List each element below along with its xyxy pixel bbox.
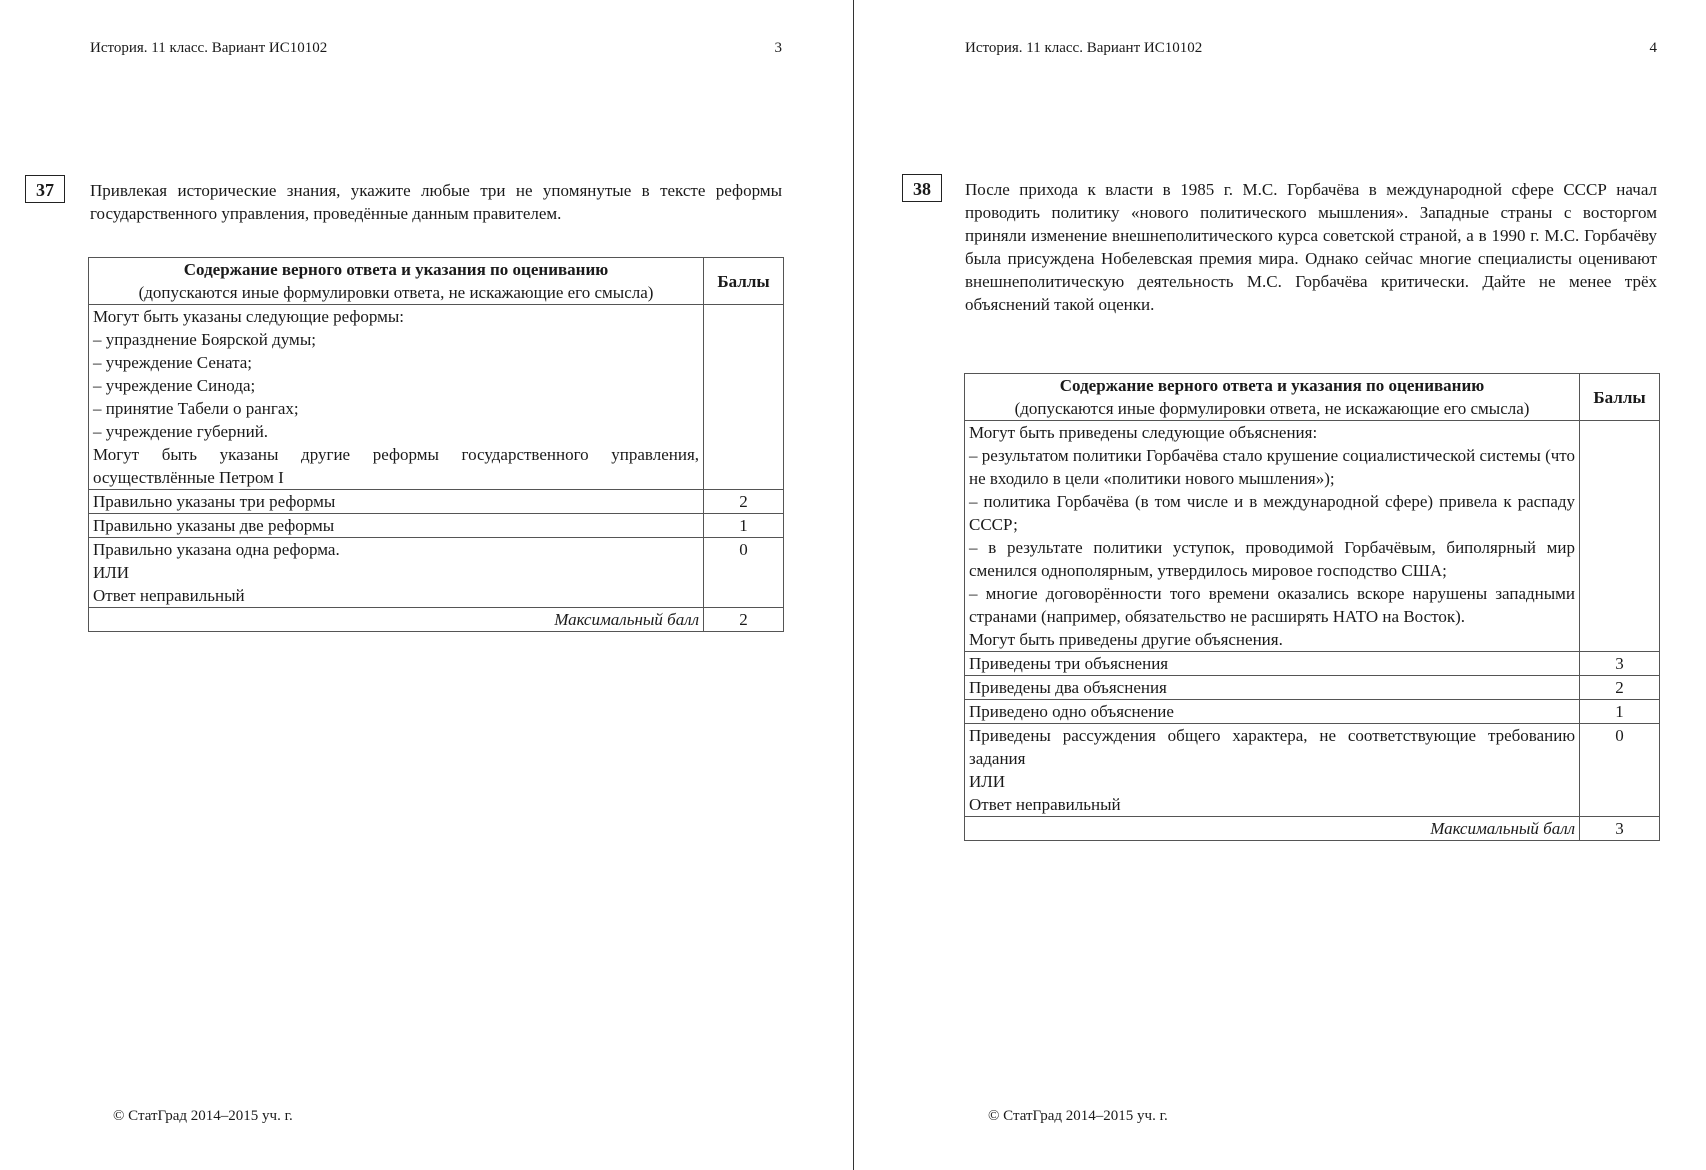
score-cell: 1	[1580, 700, 1660, 724]
question-text-38: После прихода к власти в 1985 г. М.С. Горбачёва в международной сфере СССР начал проводить политику «нового политического мышления». Западные страны с восторгом приняли изменение внешнеполитического курса советской страной, а в 1990 г. М.С. Горбачёву была присуждена Нобелевская премия мира. Однако сейчас многие специалисты оценивают внешнеполитическую деятельность М.С. Горбачёва критически. Дайте не менее трёх объяснений такой оценки.	[965, 180, 1657, 314]
question-number-37: 37	[25, 175, 65, 203]
header-title: История. 11 класс. Вариант ИС10102	[965, 40, 1203, 56]
score-cell: 2	[704, 490, 784, 514]
points-header: Баллы	[1580, 374, 1660, 421]
table-row	[965, 676, 1660, 700]
table-row	[965, 421, 1660, 652]
criterion-cell: Приведены три объяснения	[965, 652, 1580, 676]
content-header: Содержание верного ответа и указания по оцениванию (допускаются иные формулировки ответа, не искажающие его смысла)	[89, 258, 704, 305]
page-footer: © СтатГрад 2014–2015 уч. г.	[113, 1108, 293, 1124]
table-row	[89, 538, 784, 608]
criterion-cell: Правильно указаны три реформы	[89, 490, 704, 514]
answer-content-cell: Могут быть приведены следующие объяснения: – результатом политики Горбачёва стало крушение социалистической системы (что не входило в цели «политики нового мышления»); – политика Горбачёва (в том числе и в международной сфере) привела к распаду СССР; – в результате политики уступок, проводимой Горбачёвым, биполярный мир сменился однополярным, утвердилось мировое господство США; – многие договорённости того времени оказались вскоре нарушены западными странами (например, обязательство не расширять НАТО на Восток). Могут быть приведены другие объяснения.	[965, 421, 1580, 652]
content-header: Содержание верного ответа и указания по оцениванию (допускаются иные формулировки ответа, не искажающие его смысла)	[965, 374, 1580, 421]
table-row	[965, 700, 1660, 724]
table-row	[89, 490, 784, 514]
page-right	[853, 0, 1706, 1170]
page-number: 4	[1649, 40, 1657, 56]
points-header: Баллы	[704, 258, 784, 305]
header-title: История. 11 класс. Вариант ИС10102	[90, 40, 328, 56]
answer-table-37	[88, 257, 784, 632]
table-row	[965, 652, 1660, 676]
max-score-row	[965, 817, 1660, 841]
max-score-value: 3	[1580, 817, 1660, 841]
score-cell: 3	[1580, 652, 1660, 676]
answer-content-cell: Могут быть указаны следующие реформы: – упразднение Боярской думы; – учреждение Сената; – учреждение Синода; – принятие Табели о рангах; – учреждение губерний. Могут быть указаны другие реформы государственного управления, осуществлённые Петром I	[89, 305, 704, 490]
criterion-cell: Правильно указана одна реформа. ИЛИ Ответ неправильный	[89, 538, 704, 608]
table-header-row	[89, 258, 784, 305]
criterion-cell: Приведены рассуждения общего характера, не соответствующие требованию задания ИЛИ Ответ неправильный	[965, 724, 1580, 817]
max-score-value: 2	[704, 608, 784, 632]
page-footer: © СтатГрад 2014–2015 уч. г.	[988, 1108, 1168, 1124]
score-cell: 0	[704, 538, 784, 608]
criterion-cell: Правильно указаны две реформы	[89, 514, 704, 538]
answer-table-38	[964, 373, 1660, 841]
max-score-label: Максимальный балл	[965, 817, 1580, 841]
criterion-cell: Приведено одно объяснение	[965, 700, 1580, 724]
score-cell: 1	[704, 514, 784, 538]
table-header-row	[965, 374, 1660, 421]
table-row	[965, 724, 1660, 817]
score-cell: 0	[1580, 724, 1660, 817]
table-row	[89, 305, 784, 490]
max-score-row	[89, 608, 784, 632]
question-text-37: Привлекая исторические знания, укажите любые три не упомянутые в тексте реформы государственного управления, проведённые данным правителем.	[90, 181, 782, 223]
table-row	[89, 514, 784, 538]
max-score-label: Максимальный балл	[89, 608, 704, 632]
page-number: 3	[774, 40, 782, 56]
question-number-38: 38	[902, 174, 942, 202]
score-cell: 2	[1580, 676, 1660, 700]
criterion-cell: Приведены два объяснения	[965, 676, 1580, 700]
